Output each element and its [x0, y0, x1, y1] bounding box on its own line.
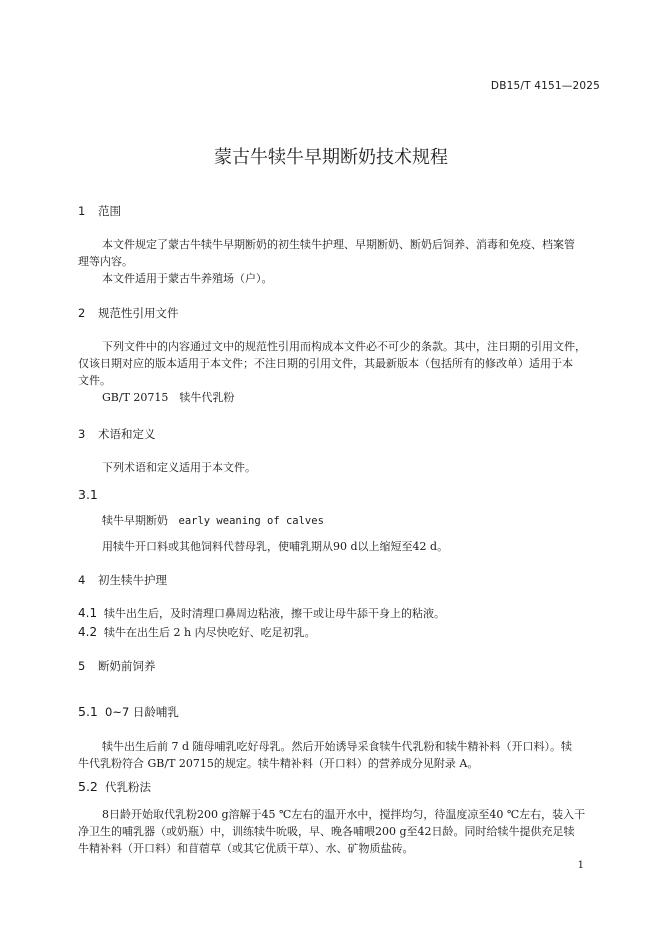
- section-2-paragraph-line-3: 文件。: [78, 374, 111, 387]
- section-number: 3: [78, 427, 86, 441]
- section-title: 范围: [98, 204, 121, 218]
- subsection-title: 0~7 日龄哺乳: [105, 705, 179, 719]
- section-1-heading: [78, 203, 121, 219]
- section-title: 术语和定义: [98, 427, 156, 441]
- section-number: 1: [78, 204, 86, 218]
- subsection-5-1-heading: [78, 704, 179, 720]
- subsection-5-2-line-1: 8日龄开始取代乳粉200 g溶解于45 ℃左右的温开水中，搅拌均匀，待温度凉至40 ℃左右，装入干: [102, 808, 586, 821]
- subsection-number: 5.1: [78, 704, 98, 719]
- normative-reference: GB/T 20715 犊牛代乳粉: [102, 391, 235, 404]
- section-4-heading: [78, 572, 167, 588]
- subsection-5-2-line-2: 净卫生的哺乳器（或奶瓶）中，训练犊牛吮吸，早、晚各哺喂200 g至42日龄。同时给犊牛提供充足犊: [78, 825, 575, 838]
- term-english: early weaning of calves: [178, 515, 324, 527]
- term-3-1-number: 3.1: [78, 487, 98, 502]
- subsection-number: 5.2: [78, 779, 98, 794]
- section-1-paragraph-1-line-2: 理等内容。: [78, 255, 133, 268]
- subsection-title: 代乳粉法: [105, 780, 151, 794]
- subsection-5-1-line-2: 牛代乳粉符合 GB/T 20715的规定。犊牛精补料（开口料）的营养成分见附录 A。: [78, 757, 479, 770]
- section-2-paragraph-line-2: 仅该日期对应的版本适用于本文件；不注日期的引用文件，其最新版本（包括所有的修改单）适用于本: [78, 357, 573, 370]
- term-chinese: 犊牛早期断奶: [102, 514, 168, 527]
- subsection-5-2-heading: [78, 779, 151, 795]
- section-1-paragraph-2: 本文件适用于蒙古牛养殖场（户）。: [102, 272, 273, 285]
- page-title: 蒙古牛犊牛早期断奶技术规程: [214, 147, 448, 168]
- term-3-1-title: [102, 512, 324, 528]
- subsection-5-1-line-1: 犊牛出生后前 7 d 随母哺乳吃好母乳。然后开始诱导采食犊牛代乳粉和犊牛精补料（开口料）。犊: [102, 740, 573, 753]
- section-3-heading: [78, 426, 156, 442]
- section-1-paragraph-1-line-1: 本文件规定了蒙古牛犊牛早期断奶的初生犊牛护理、早期断奶、断奶后饲养、消毒和免疫、档案管: [102, 238, 575, 251]
- section-title: 规范性引用文件: [98, 306, 179, 320]
- clause-4-2: [78, 624, 316, 640]
- section-number: 5: [78, 659, 86, 673]
- clause-4-1: [78, 605, 445, 621]
- clause-text: 犊牛在出生后 2 h 内尽快吃好、吃足初乳。: [104, 626, 316, 639]
- section-2-paragraph-line-1: 下列文件中的内容通过文中的规范性引用而构成本文件必不可少的条款。其中，注日期的引用文件，: [102, 340, 586, 353]
- term-3-1-definition: 用犊牛开口料或其他饲料代替母乳，使哺乳期从90 d以上缩短至42 d。: [102, 540, 449, 553]
- clause-text: 犊牛出生后，及时清理口鼻周边粘液，擦干或让母牛舔干身上的粘液。: [104, 607, 445, 620]
- page-number: 1: [577, 860, 584, 871]
- section-title: 断奶前饲养: [98, 659, 156, 673]
- section-number: 4: [78, 573, 86, 587]
- clause-number: 4.2: [78, 625, 98, 639]
- clause-number: 4.1: [78, 606, 98, 620]
- section-3-intro: 下列术语和定义适用于本文件。: [102, 461, 256, 474]
- section-5-heading: [78, 658, 156, 674]
- section-number: 2: [78, 306, 86, 320]
- document-code: DB15/T 4151—2025: [490, 80, 600, 92]
- section-2-heading: [78, 305, 179, 321]
- section-title: 初生犊牛护理: [98, 573, 167, 587]
- subsection-5-2-line-3: 牛精补料（开口料）和苜蓿草（或其它优质干草）、水、矿物质盐砖。: [78, 842, 414, 855]
